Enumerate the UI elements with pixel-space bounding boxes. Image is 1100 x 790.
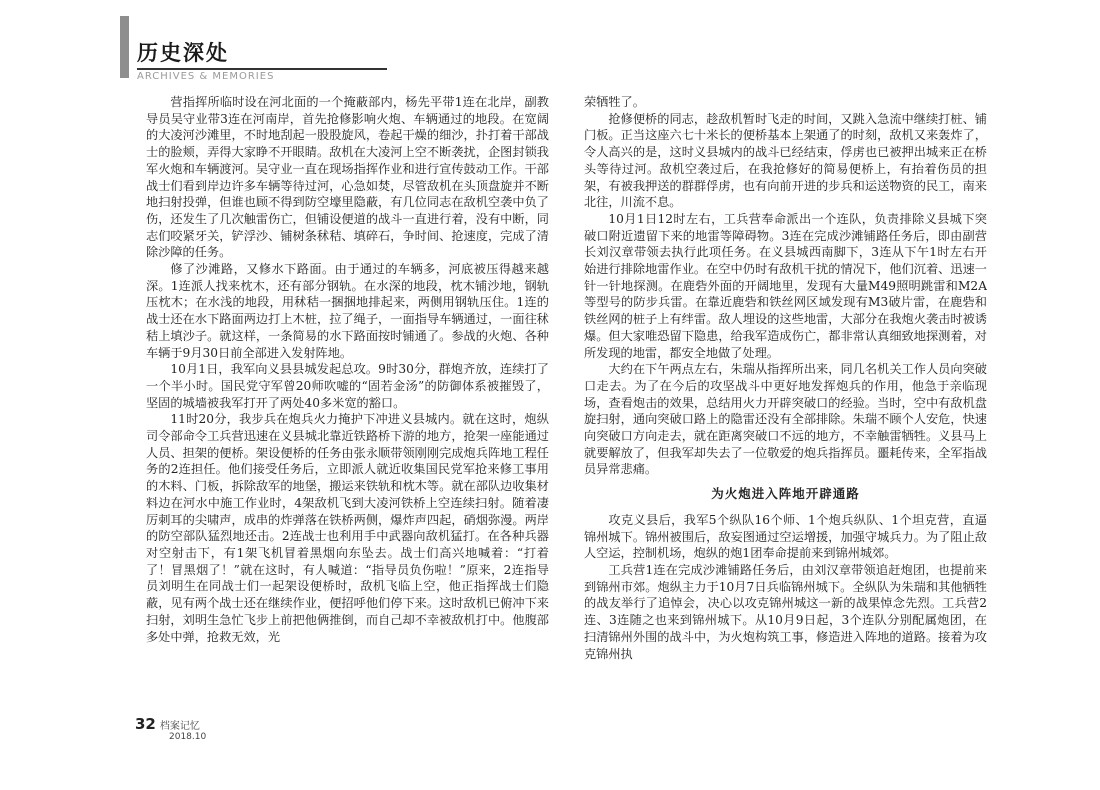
- section-title: 历史深处: [137, 41, 229, 65]
- paragraph: 修了沙滩路，又修水下路面。由于通过的车辆多，河底被压得越来越深。1连派人找来枕木，还有部分钢轨。在水深的地段，枕木铺沙地，钢轨压枕木；在水浅的地段，用秫秸一捆捆地排起来，两侧用钢轨压住。1连的战士还在水下路面两边打上木桩，拉了绳子，一面指导车辆通过，一面往秫秸上填沙子。就这样，一条简易的水下路面按时铺通了。参战的火炮、各种车辆于9月30日前全部进入发射阵地。: [146, 262, 549, 360]
- column-header: [137, 40, 387, 82]
- paragraph: 10月1日12时左右，工兵营奉命派出一个连队，负责排除义县城下突破口附近遗留下来的地雷等障碍物。3连在完成沙滩铺路任务后，即由副营长刘汉章带领去执行此项任务。在义县城西南脚下，3连从下午1时左右开始进行排除地雷作业。在空中仍时有敌机干扰的情况下，他们沉着、迅速一针一针地探测。在鹿砦外面的开阔地里，发现有大量M49照明跳雷和M2A等型号的防步兵雷。在靠近鹿砦和铁丝网区域发现有M3破片雷，在鹿砦和铁丝网的桩子上有绊雷。敌人埋设的这些地雷，大部分在我炮火袭击时被诱爆。但大家唯恐留下隐患，给我军造成伤亡，都非常认真细致地探测着，对所发现的地雷，都安全地做了处理。: [584, 211, 987, 360]
- paragraph: 大约在下午两点左右，朱瑞从指挥所出来，同几名机关工作人员向突破口走去。为了在今后的攻坚战斗中更好地发挥炮兵的作用，他急于亲临现场，查看炮击的效果，总结用火力开辟突破口的经验。当时，空中有敌机盘旋扫射，通向突破口路上的隐雷还没有全部排除。朱瑞不顾个人安危，快速向突破口方向走去，就在距离突破口不远的地方，不幸触雷牺牲。义县马上就要解放了，但我军却失去了一位敬爱的炮兵指挥员。噩耗传来，全军指战员异常悲痛。: [584, 362, 987, 477]
- page-tab-marker: [120, 16, 129, 78]
- right-text-column: [584, 94, 987, 720]
- left-text-column: [146, 94, 549, 716]
- section-subtitle: ARCHIVES & MEMORIES: [137, 71, 275, 82]
- paragraph: 工兵营1连在完成沙滩铺路任务后，由刘汉章带领追赶炮团，也提前来到锦州市郊。炮纵主力于10月7日兵临锦州城下。全纵队为朱瑞和其他牺牲的战友举行了追悼会，决心以攻克锦州城这一新的战果悼念先烈。工兵营2连、3连随之也来到锦州城下。从10月9日起，3个连队分别配属炮团，在扫清锦州外围的战斗中，为火炮构筑工事，修造进入阵地的道路。接着为攻克锦州执: [584, 562, 987, 661]
- header-rule: [137, 68, 387, 70]
- page-number: 32: [135, 715, 156, 733]
- page-footer: [135, 714, 206, 742]
- magazine-name: 档案记忆: [159, 721, 200, 732]
- paragraph-continuation: 荣牺牲了。: [584, 95, 645, 109]
- paragraph: 11时20分，我步兵在炮兵火力掩护下冲进义县城内。就在这时，炮纵司令部命令工兵营迅速在义县城北靠近铁路桥下游的地方，抢架一座能通过人员、担架的便桥。架设便桥的任务由张永顺带领刚刚完成炮兵阵地工程任务的2连担任。他们接受任务后，立即派人就近收集国民党军抢来修工事用的木料、门板，拆除敌军的地堡，搬运来铁轨和枕木等。就在部队边收集材料边在河水中施工作业时，4架敌机飞到大凌河铁桥上空连续扫射。随着凄厉刺耳的尖啸声，成串的炸弹落在铁桥两侧，爆炸声四起，硝烟弥漫。两岸的防空部队猛烈地还击。2连战士也利用手中武器向敌机猛打。在各种兵器对空射击下，有1架飞机冒着黑烟向东坠去。战士们高兴地喊着：“打着了！冒黑烟了！”就在这时，有人喊道：“指导员负伤啦！”原来，2连指导员刘明生在同战士们一起架设便桥时，敌机飞临上空，他正指挥战士们隐蔽，见有两个战士还在继续作业，便招呼他们停下来。这时敌机已俯冲下来扫射，刘明生急忙飞步上前把他俩推倒，而自己却不幸被敌机打中。他腹部多处中弹，抢救无效，光: [146, 412, 549, 644]
- paragraph: 攻克义县后，我军5个纵队16个师、1个炮兵纵队、1个坦克营，直逼锦州城下。锦州被围后，敌妄图通过空运增援，加强守城兵力。为了阻止敌人空运，控制机场，炮纵的炮1团奉命提前来到锦州城郊。: [584, 512, 987, 561]
- issue-date: 2018.10: [169, 732, 207, 742]
- subsection-heading: 为火炮进入阵地开辟通路: [711, 486, 860, 502]
- paragraph: 抢修便桥的同志，趁敌机暂时飞走的时间，又跳入急流中继续打桩、铺门板。正当这座六七十米长的便桥基本上架通了的时刻，敌机又来轰炸了，令人高兴的是，这时义县城内的战斗已经结束，俘虏也已被押出城来正在桥头等待过河。敌机空袭过后，在我抢修好的简易便桥上，有抬着伤员的担架，有被我押送的群群俘虏，也有向前开进的步兵和运送物资的民工，南来北往，川流不息。: [584, 111, 987, 210]
- paragraph: 营指挥所临时设在河北面的一个掩蔽部内，杨先平带1连在北岸，副教导员吴守业带3连在河南岸，首先抢修影响火炮、车辆通过的地段。在宽阔的大凌河沙滩里，不时地刮起一股股旋风，卷起干燥的细沙，扑打着干部战士的脸颊，弄得大家睁不开眼睛。敌机在大凌河上空不断袭扰，企图封锁我军火炮和车辆渡河。吴守业一直在现场指挥作业和进行宣传鼓动工作。干部战士们看到岸边许多车辆等待过河，心急如焚，尽管敌机在头顶盘旋并不断地扫射投弹，但谁也顾不得到防空壕里隐蔽，有几位同志在敌机空袭中负了伤，还发生了几次触雷伤亡，但铺设便道的战斗一直进行着，没有中断，同志们咬紧牙关，铲浮沙、铺树条秫秸、填碎石，争时间、抢速度，完成了清除沙障的任务。: [146, 95, 549, 260]
- paragraph: 10月1日，我军向义县县城发起总攻。9时30分，群炮齐放，连续打了一个半小时。国民党守军曾20师吹嘘的“固若金汤”的防御体系被摧毁了，坚固的城墙被我军打开了两处40多米宽的豁口。: [146, 362, 549, 410]
